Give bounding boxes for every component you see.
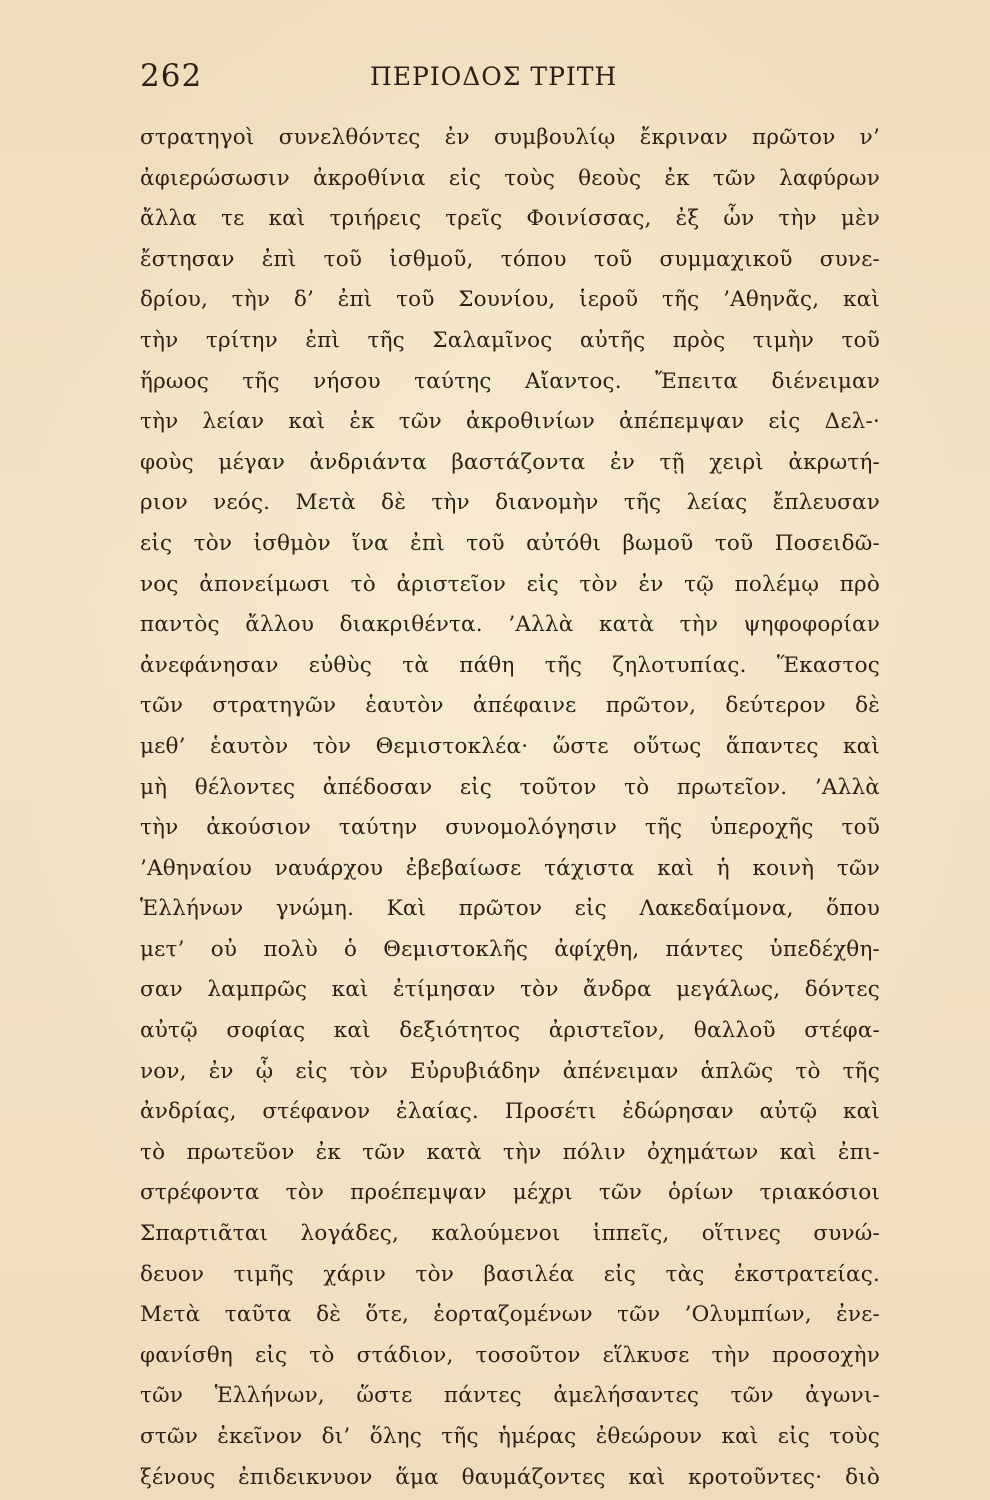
text-line: ἥρωος τῆς νήσου ταύτης Αἴαντος. Ἔπειτα διένειμαν: [140, 368, 880, 394]
text-line: τὴν ἀκούσιον ταύτην συνομολόγησιν τῆς ὑπεροχῆς τοῦ: [140, 815, 880, 841]
text-line: ριον νεός. Μετὰ δὲ τὴν διανομὴν τῆς λείας ἔπλευσαν: [140, 490, 880, 516]
text-line: τῶν στρατηγῶν ἑαυτὸν ἀπέφαινε πρῶτον, δεύτερον δὲ: [140, 693, 880, 719]
text-line: μεθ’ ἑαυτὸν τὸν Θεμιστοκλέα· ὥστε οὕτως ἅπαντες καὶ: [140, 733, 880, 759]
text-line: Σπαρτιᾶται λογάδες, καλούμενοι ἱππεῖς, οἵτινες συνώ-: [140, 1221, 880, 1247]
text-line: Μετὰ ταῦτα δὲ ὅτε, ἑορταζομένων τῶν ’Ολυμπίων, ἐνε-: [140, 1302, 880, 1328]
text-line: ἔστησαν ἐπὶ τοῦ ἰσθμοῦ, τόπου τοῦ συμμαχικοῦ συνε-: [140, 246, 880, 272]
text-line: ἀφιερώσωσιν ἀκροθίνια εἰς τοὺς θεοὺς ἐκ τῶν λαφύρων: [140, 165, 880, 191]
text-line: δρίου, τὴν δ’ ἐπὶ τοῦ Σουνίου, ἱεροῦ τῆς ’Αθηνᾶς, καὶ: [140, 287, 880, 313]
text-line: στρατηγοὶ συνελθόντες ἐν συμβουλίῳ ἔκριναν πρῶτον ν’: [140, 125, 880, 150]
text-line: τὴν λείαν καὶ ἐκ τῶν ἀκροθινίων ἀπέπεμψαν εἰς Δελ-·: [140, 409, 880, 435]
text-line: μετ’ οὐ πολὺ ὁ Θεμιστοκλῆς ἀφίχθη, πάντες ὑπεδέχθη-: [140, 936, 880, 962]
text-line: μὴ θέλοντες ἀπέδοσαν εἰς τοῦτον τὸ πρωτεῖον. ’Αλλὰ: [140, 774, 880, 800]
text-line: νον, ἐν ᾧ εἰς τὸν Εὐρυβιάδην ἀπένειμαν ἁπλῶς τὸ τῆς: [140, 1058, 880, 1084]
text-line: δευον τιμῆς χάριν τὸν βασιλέα εἰς τὰς ἐκστρατείας.: [140, 1261, 880, 1287]
running-head: ΠΕΡΙΟΔΟΣ ΤΡΙΤΗ: [370, 62, 618, 91]
text-line: ἄλλα τε καὶ τριήρεις τρεῖς Φοινίσσας, ἐξ ὧν τὴν μὲν: [140, 206, 880, 232]
text-line: ’Αθηναίου ναυάρχου ἐβεβαίωσε τάχιστα καὶ ἡ κοινὴ τῶν: [140, 855, 880, 881]
page-number: 262: [140, 58, 203, 94]
text-line: νος ἀπονείμωσι τὸ ἀριστεῖον εἰς τὸν ἐν τῷ πολέμῳ πρὸ: [140, 571, 880, 597]
text-line: Ἑλλήνων γνώμη. Καὶ πρῶτον εἰς Λακεδαίμονα, ὅπου: [140, 896, 880, 922]
text-line: στῶν ἐκεῖνον δι’ ὅλης τῆς ἡμέρας ἐθεώρουν καὶ εἰς τοὺς: [140, 1424, 880, 1449]
text-line: ἀνδρίας, στέφανον ἐλαίας. Προσέτι ἐδώρησαν αὐτῷ καὶ: [140, 1099, 880, 1125]
text-line: φανίσθη εἰς τὸ στάδιον, τοσοῦτον εἵλκυσε τὴν προσοχὴν: [140, 1342, 880, 1368]
text-line: αὐτῷ σοφίας καὶ δεξιότητος ἀριστεῖον, θαλλοῦ στέφα-: [140, 1018, 880, 1044]
text-line: τῶν Ἑλλήνων, ὥστε πάντες ἀμελήσαντες τῶν ἀγωνι-: [140, 1383, 880, 1409]
text-line: παντὸς ἄλλου διακριθέντα. ’Αλλὰ κατὰ τὴν ψηφοφορίαν: [140, 612, 880, 638]
page-header: [140, 58, 880, 98]
text-line: φοὺς μέγαν ἀνδριάντα βαστάζοντα ἐν τῇ χειρὶ ἀκρωτή-: [140, 449, 880, 475]
text-line: σαν λαμπρῶς καὶ ἐτίμησαν τὸν ἄνδρα μεγάλως, δόντες: [140, 977, 880, 1003]
text-line: τὸ πρωτεῦον ἐκ τῶν κατὰ τὴν πόλιν ὀχημάτων καὶ ἐπι-: [140, 1139, 880, 1165]
text-line: εἰς τὸν ἰσθμὸν ἵνα ἐπὶ τοῦ αὐτόθι βωμοῦ τοῦ Ποσειδῶ-: [140, 530, 880, 556]
text-line: ἀνεφάνησαν εὐθὺς τὰ πάθη τῆς ζηλοτυπίας. Ἕκαστος: [140, 652, 880, 678]
body-text: [140, 118, 880, 1498]
text-line: τὴν τρίτην ἐπὶ τῆς Σαλαμῖνος αὐτῆς πρὸς τιμὴν τοῦ: [140, 327, 880, 353]
text-line: ξένους ἐπιδεικνυον ἅμα θαυμάζοντες καὶ κροτοῦντες· διὸ: [140, 1464, 880, 1490]
text-line: στρέφοντα τὸν προέπεμψαν μέχρι τῶν ὁρίων τριακόσιοι: [140, 1180, 880, 1206]
